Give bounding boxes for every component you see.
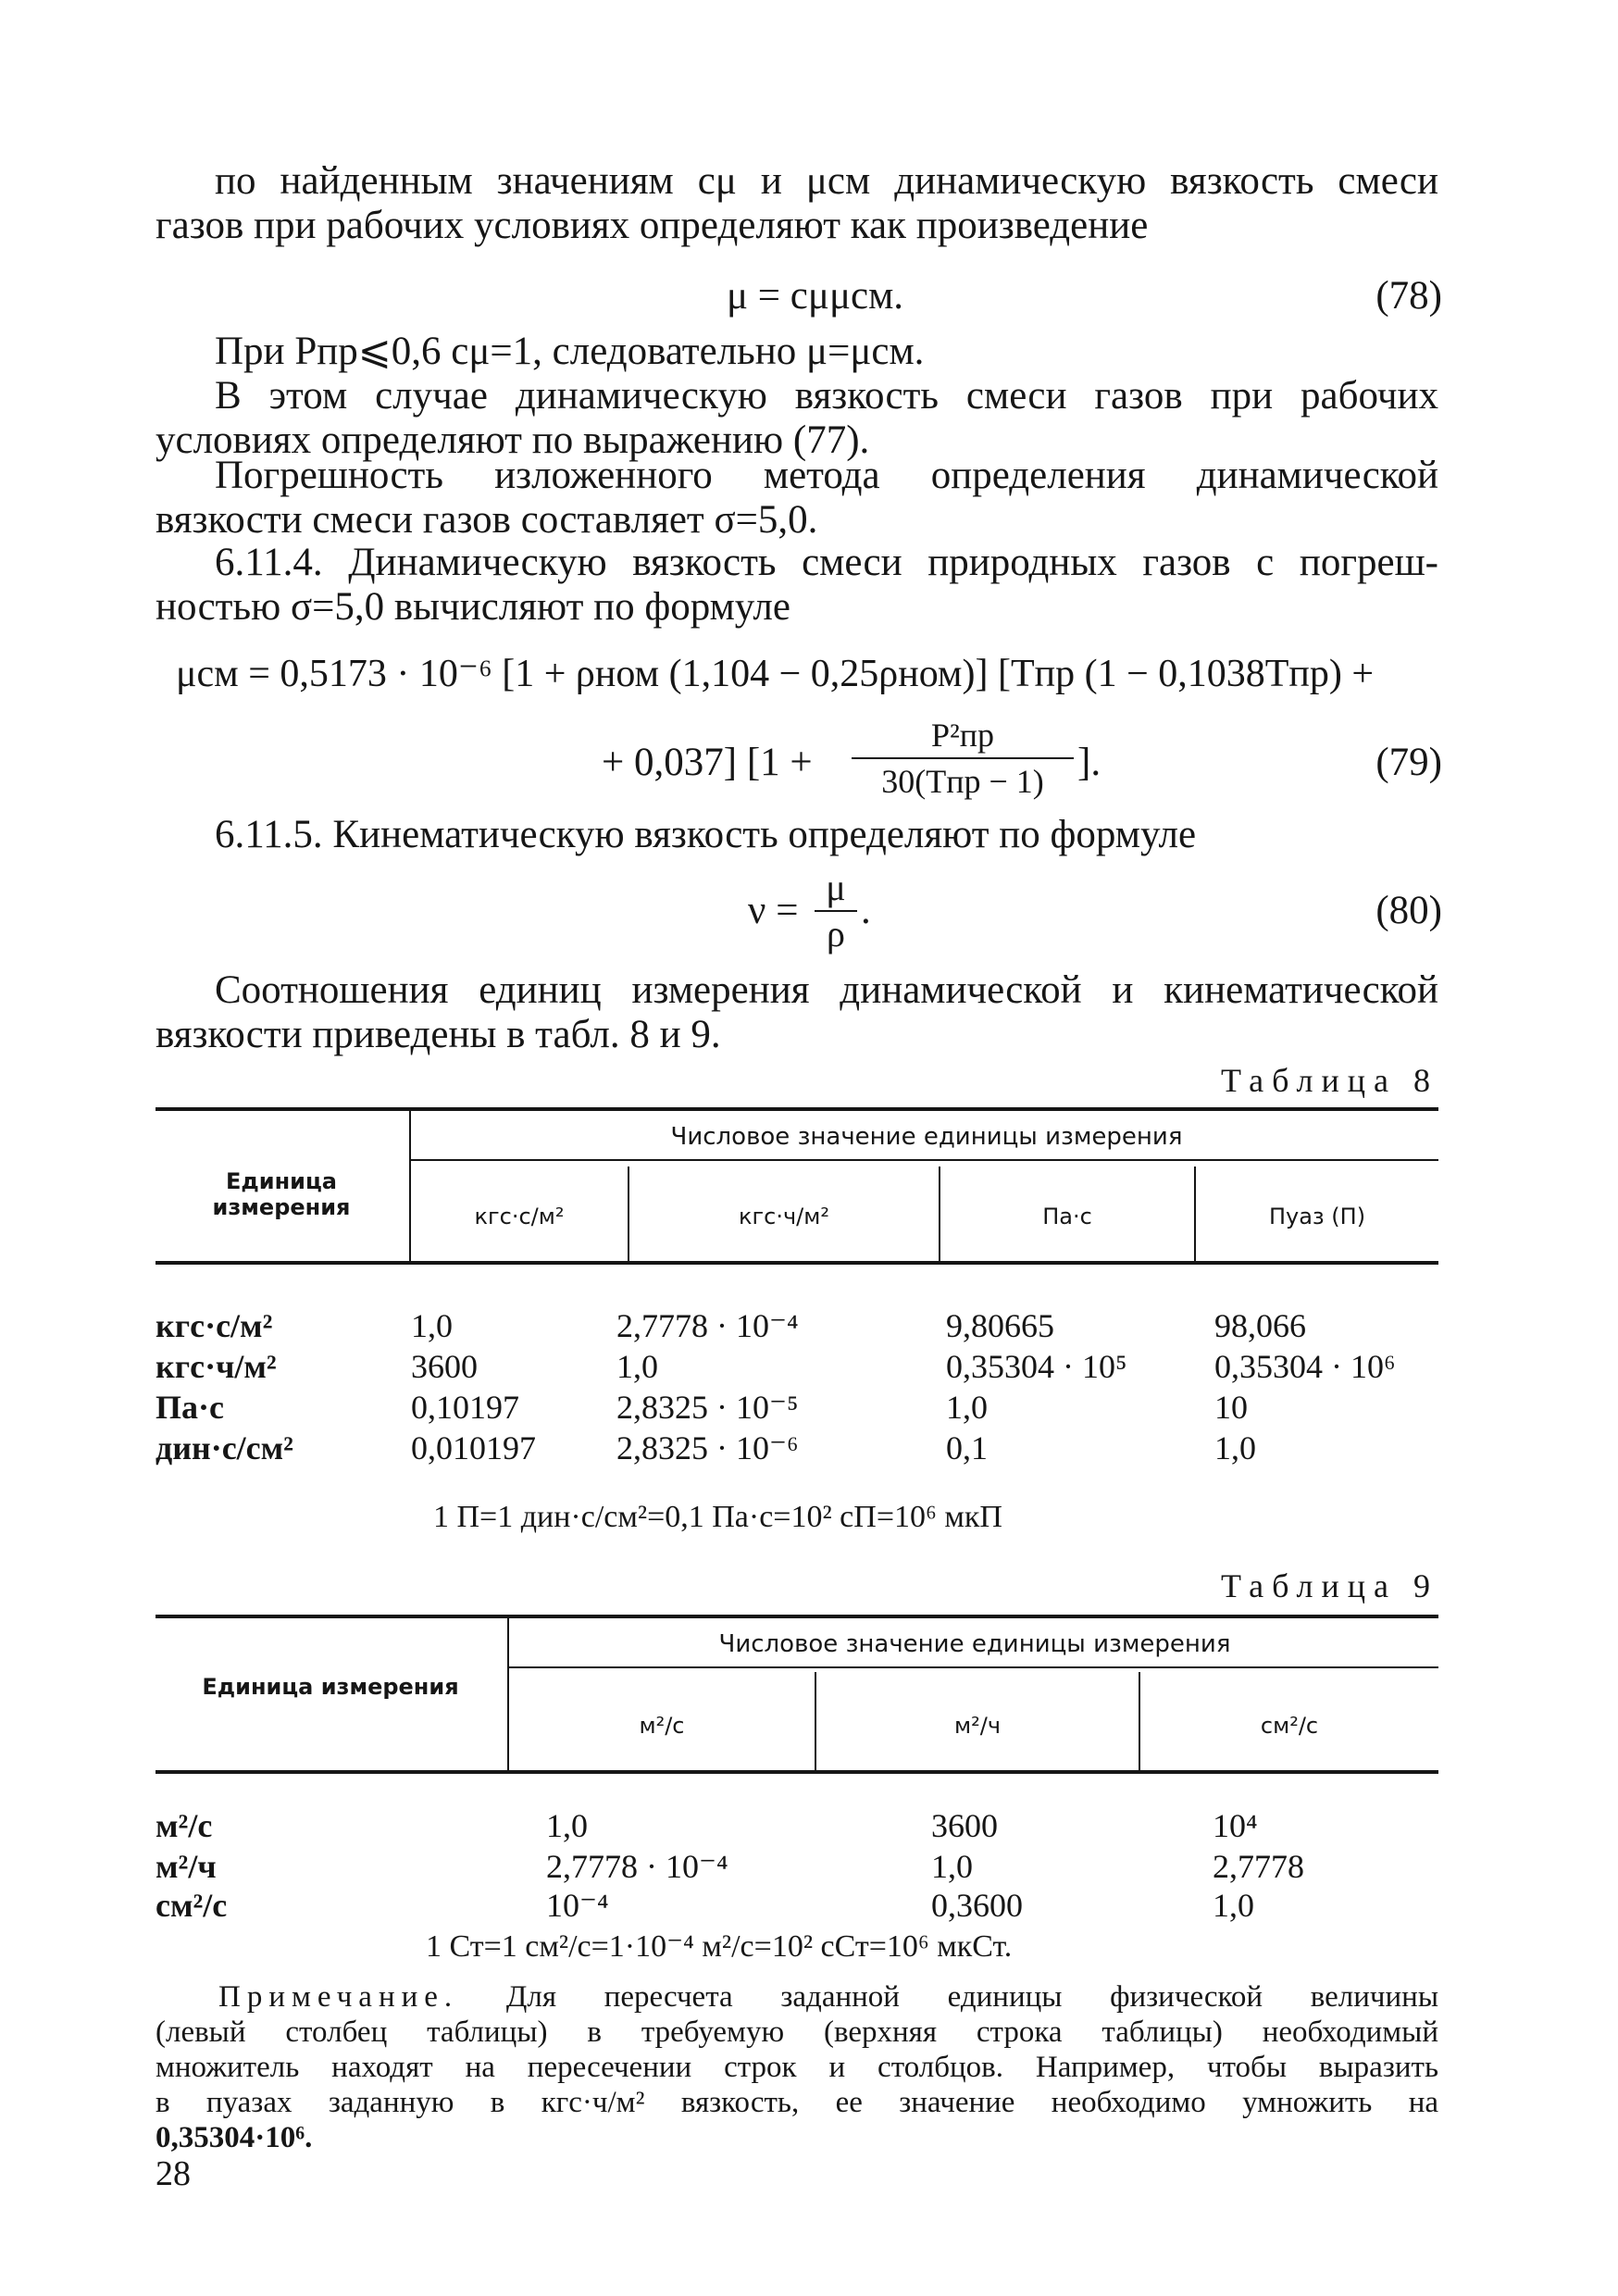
equation-78: μ = cμμсм. — [727, 274, 904, 318]
paragraph-line: Соотношения единиц измерения динамической и кинематической — [215, 968, 1438, 1012]
equation-79-line-1: μсм = 0,5173 · 10⁻⁶ [1 + ρном (1,104 − 0,25ρном)] [Tпр (1 − 0,1038Tпр) + — [176, 653, 1375, 695]
table-8-cell: 2,7778 · 10⁻⁴ — [616, 1307, 799, 1344]
table-8-cell: 98,066 — [1214, 1307, 1306, 1344]
intro-line-2: газов при рабочих условиях определяют как произведение — [156, 204, 1149, 247]
table-9-footnote: 1 Ст=1 см²/с=1·10⁻⁴ м²/с=10² сСт=10⁶ мкСт. — [426, 1929, 1013, 1964]
equation-80-fraction — [815, 868, 857, 954]
table-8-cell: 0,35304 · 10⁵ — [946, 1348, 1127, 1385]
table-8-cell: 1,0 — [616, 1348, 658, 1385]
table-9-caption: Таблица 9 — [1221, 1567, 1438, 1604]
note-label: Примечание. — [218, 1980, 459, 2014]
table-9-row-unit: см²/с — [156, 1887, 228, 1924]
table-9-column-header: м²/с — [639, 1713, 685, 1739]
table-8-row-header: Единица измерения — [212, 1168, 351, 1220]
table-8-cell: 0,010197 — [411, 1429, 536, 1466]
fraction-numerator: μ — [826, 867, 846, 908]
table-9-cell: 0,3600 — [931, 1887, 1023, 1924]
table-8-column-header: Пуаз (П) — [1268, 1204, 1366, 1229]
equation-79-line-2-prefix: + 0,037] [1 + — [602, 741, 813, 784]
condition-line: При Pпр⩽0,6 cμ=1, следовательно μ=μсм. — [215, 330, 925, 373]
section-6-11-5-line: 6.11.5. Кинематическую вязкость определяют по формуле — [215, 813, 1197, 856]
table-8-cell: 9,80665 — [946, 1307, 1054, 1344]
table-9-row-unit: м²/с — [156, 1807, 213, 1844]
paragraph-line: вязкости приведены в табл. 8 и 9. — [156, 1013, 721, 1056]
equation-79-fraction — [852, 717, 1074, 800]
table-8-column-header: Па·с — [1042, 1204, 1092, 1229]
table-9-row-header: Единица измерения — [202, 1674, 459, 1700]
table-9-cell: 2,7778 — [1213, 1848, 1304, 1885]
table-rule — [509, 1666, 1438, 1668]
page-number: 28 — [156, 2154, 191, 2193]
table-8-cell: 0,10197 — [411, 1389, 519, 1426]
note-line: 0,35304·10⁶. — [156, 2121, 313, 2154]
table-8-footnote: 1 П=1 дин·с/см²=0,1 Па·с=10² сП=10⁶ мкП — [433, 1500, 1002, 1534]
fraction-bar — [852, 757, 1074, 759]
fraction-bar — [815, 910, 857, 912]
table-9-cell: 1,0 — [931, 1848, 973, 1885]
fraction-numerator: P²пр — [930, 717, 995, 754]
table-9-cell: 10⁻⁴ — [546, 1887, 609, 1924]
table-divider — [409, 1109, 411, 1261]
table-divider — [507, 1616, 509, 1770]
table-rule — [156, 1770, 1438, 1774]
table-8-row-unit: кгс·с/м² — [156, 1307, 273, 1344]
table-9-cell: 10⁴ — [1213, 1807, 1258, 1844]
table-9-cell: 3600 — [931, 1807, 998, 1844]
table-8-cell: 1,0 — [411, 1307, 453, 1344]
intro-line-1: по найденным значениям cμ и μсм динамическую вязкость смеси — [215, 159, 1438, 203]
table-rule — [156, 1261, 1438, 1265]
equation-80-tail: . — [861, 889, 871, 932]
paragraph-line: ностью σ=5,0 вычисляют по формуле — [156, 585, 790, 629]
table-8-row-unit: дин·с/см² — [156, 1429, 293, 1466]
paragraph-line: В этом случае динамическую вязкость смеси газов при рабочих — [215, 374, 1438, 418]
table-8-cell: 1,0 — [946, 1389, 988, 1426]
table-9-row-unit: м²/ч — [156, 1848, 217, 1885]
equation-79-number: (79) — [1375, 741, 1442, 784]
table-rule — [411, 1159, 1438, 1161]
paragraph-line: Погрешность изложенного метода определения динамической — [215, 454, 1438, 497]
table-8-row-unit: Па·с — [156, 1389, 224, 1426]
table-8-cell: 0,1 — [946, 1429, 988, 1466]
table-9-column-header: м²/ч — [954, 1713, 1001, 1739]
table-8-caption: Таблица 8 — [1221, 1062, 1438, 1099]
table-8-cell: 2,8325 · 10⁻⁵ — [616, 1389, 799, 1426]
table-8-cell: 3600 — [411, 1348, 478, 1385]
table-rule — [156, 1615, 1438, 1618]
table-8-column-header: кгс·ч/м² — [739, 1204, 829, 1229]
table-8-row-unit: кгс·ч/м² — [156, 1348, 277, 1385]
fraction-denominator: 30(Tпр − 1) — [881, 763, 1044, 800]
table-9-cell: 2,7778 · 10⁻⁴ — [546, 1848, 728, 1885]
note-line: множитель находят на пересечении строк и столбцов. Например, чтобы выразить — [156, 2051, 1438, 2084]
equation-80-number: (80) — [1375, 889, 1442, 932]
table-9-column-header: см²/с — [1260, 1713, 1319, 1739]
note-line: в пуазах заданную в кгс·ч/м² вязкость, ее значение необходимо умножить на — [156, 2086, 1438, 2119]
table-8-group-header: Числовое значение единицы измерения — [670, 1123, 1183, 1151]
table-9-group-header: Числовое значение единицы измерения — [718, 1630, 1231, 1658]
equation-79-line-2-suffix: ]. — [1077, 741, 1101, 784]
table-rule — [156, 1107, 1438, 1111]
table-9-cell: 1,0 — [1213, 1887, 1254, 1924]
note-line: (левый столбец таблицы) в требуемую (верхняя строка таблицы) необходимый — [156, 2015, 1438, 2049]
note-text: Для пересчета заданной единицы физической величины — [505, 1980, 1438, 2014]
note-line-1 — [156, 1979, 1438, 2015]
note-block — [156, 1979, 1438, 2155]
section-6-11-4-line: 6.11.4. Динамическую вязкость смеси природных газов с погреш- — [215, 541, 1438, 584]
table-9-cell: 1,0 — [546, 1807, 588, 1844]
paragraph-line: условиях определяют по выражению (77). — [156, 418, 870, 462]
table-8-cell: 10 — [1214, 1389, 1248, 1426]
table-8-cell: 2,8325 · 10⁻⁶ — [616, 1429, 799, 1466]
table-8-cell: 0,35304 · 10⁶ — [1214, 1348, 1396, 1385]
paragraph-line: вязкости смеси газов составляет σ=5,0. — [156, 498, 818, 542]
table-8-cell: 1,0 — [1214, 1429, 1256, 1466]
equation-80-lhs: ν = — [748, 889, 799, 932]
table-8-column-header: кгс·с/м² — [474, 1204, 565, 1229]
equation-78-number: (78) — [1375, 274, 1442, 318]
fraction-denominator: ρ — [827, 913, 845, 955]
